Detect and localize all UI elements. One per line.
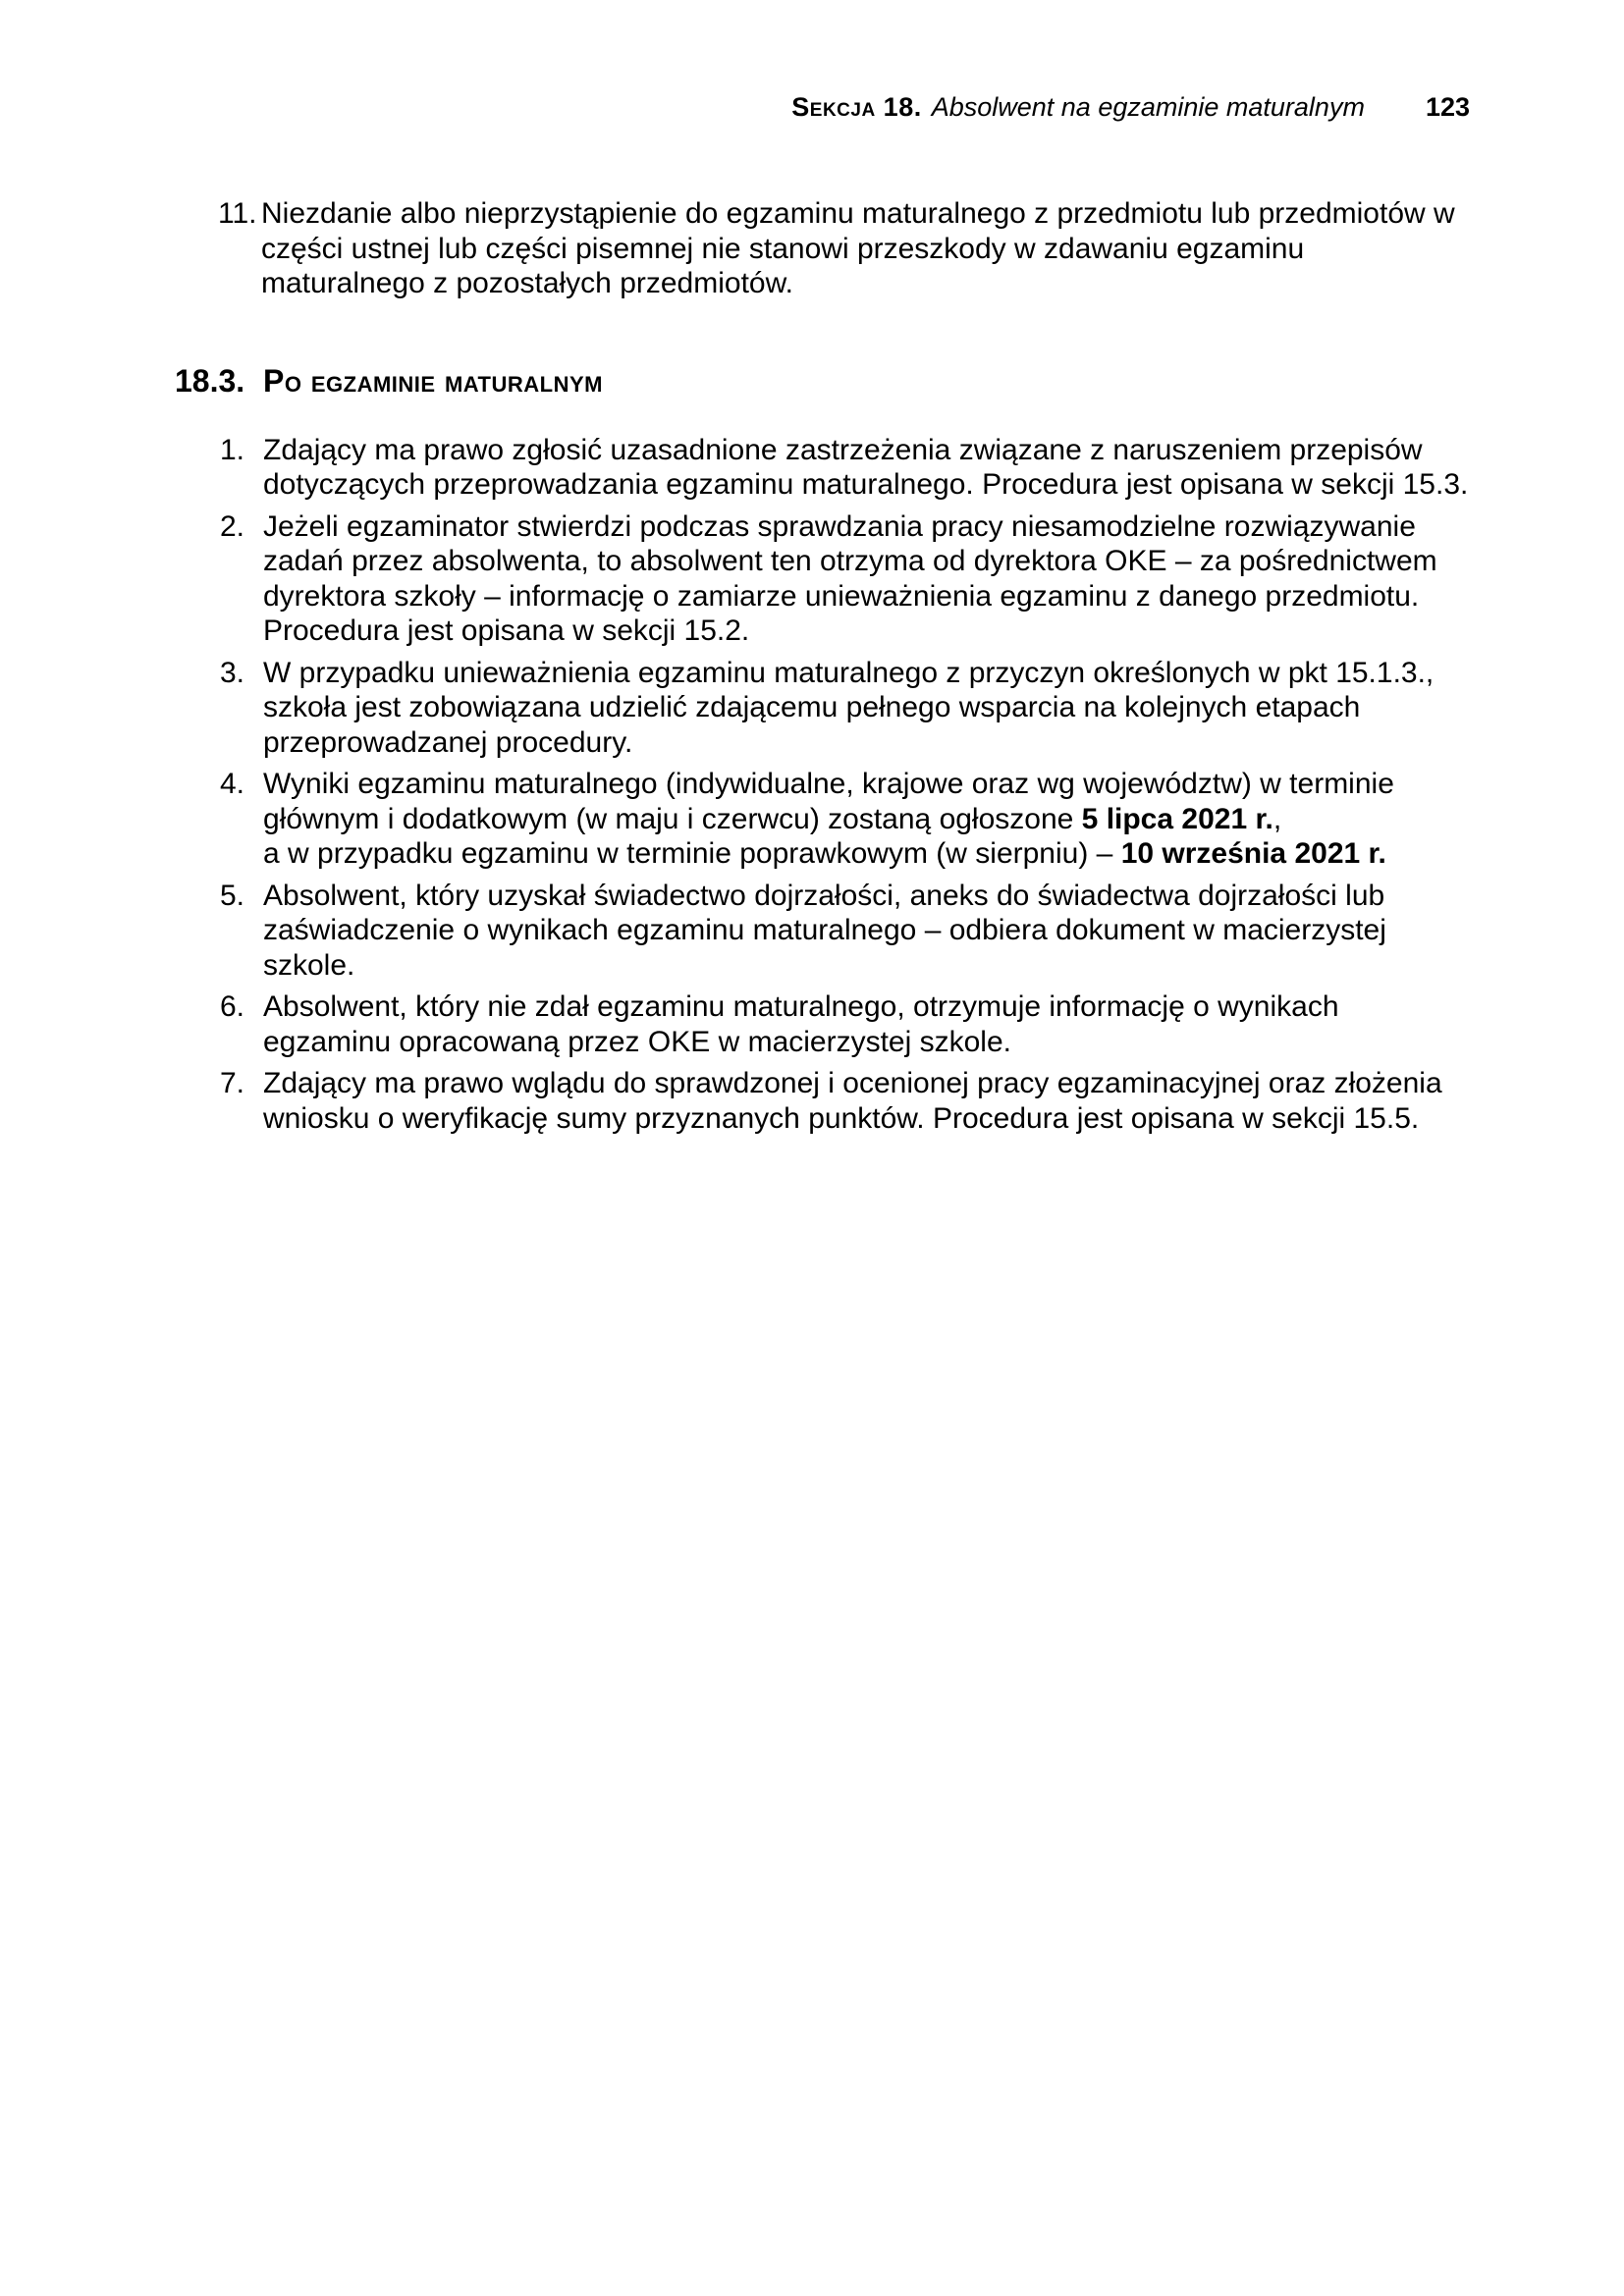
page-number: 123 <box>1425 92 1470 122</box>
page-header <box>175 92 1470 122</box>
list-item-2 <box>175 509 1473 649</box>
list-item-6 <box>175 989 1473 1059</box>
item-number: 6. <box>220 990 245 1023</box>
item-number: 3. <box>220 656 245 689</box>
item-text: Zdający ma prawo wglądu do sprawdzonej i ocenionej pracy egzaminacyjnej oraz złożenia wniosku o weryfikację sumy przyznanych punktów. Procedura jest opisana w sekcji 15.5. <box>263 1067 1442 1135</box>
list-item-1 <box>175 433 1473 503</box>
item-text: Niezdanie albo nieprzystąpienie do egzaminu maturalnego z przedmiotu lub przedmiotów w części ustnej lub części pisemnej nie stanowi przeszkody w zdawaniu egzaminu maturalnego z pozostałych przedmiotów. <box>261 197 1455 299</box>
list-item-4 <box>175 767 1473 872</box>
section-heading-title: Po egzaminie maturalnym <box>263 362 603 399</box>
item-text: W przypadku unieważnienia egzaminu maturalnego z przyczyn określonych w pkt 15.1.3., szkoła jest zobowiązana udzielić zdającemu pełnego wsparcia na kolejnych etapach przeprowadzanej procedury. <box>263 656 1435 759</box>
item-text: Absolwent, który uzyskał świadectwo dojrzałości, aneks do świadectwa dojrzałości lub zaświadczenie o wynikach egzaminu maturalnego – odbiera dokument w macierzystej szkole. <box>263 879 1386 982</box>
item-text: Jeżeli egzaminator stwierdzi podczas sprawdzania pracy niesamodzielne rozwiązywanie zadań przez absolwenta, to absolwent ten otrzyma od dyrektora OKE – za pośrednictwem dyrektora szkoły – informację o zamiarze unieważnienia egzaminu z danego przedmiotu. Procedura jest opisana w sekcji 15.2. <box>263 509 1437 647</box>
item-text: Zdający ma prawo zgłosić uzasadnione zastrzeżenia związane z naruszeniem przepisów dotyczących przeprowadzania egzaminu maturalnego. Procedura jest opisana w sekcji 15.3. <box>263 433 1469 501</box>
header-section-title: Absolwent na egzaminie maturalnym <box>931 92 1365 122</box>
item-text: Absolwent, który nie zdał egzaminu maturalnego, otrzymuje informację o wynikach egzaminu opracowaną przez OKE w macierzystej szkole. <box>263 990 1339 1058</box>
item-number: 11. <box>218 197 257 230</box>
item-number: 4. <box>220 768 245 800</box>
item-text-run: a w przypadku egzaminu w terminie poprawkowym (w sierpniu) – <box>263 837 1121 870</box>
item-number: 5. <box>220 879 245 912</box>
item-number: 7. <box>220 1067 245 1099</box>
section-heading <box>175 363 1473 399</box>
list-item-11 <box>175 196 1473 301</box>
item-bold-date-2: 10 września 2021 r. <box>1120 837 1386 870</box>
item-text-run: Wyniki egzaminu maturalnego (indywidualne, krajowe oraz wg województw) w terminie głównym i dodatkowym (w maju i czerwcu) zostaną ogłoszone <box>263 768 1394 835</box>
item-number: 2. <box>220 509 245 543</box>
page-content <box>175 196 1473 1143</box>
numbered-list <box>175 433 1473 1137</box>
list-item-7 <box>175 1066 1473 1136</box>
list-item-5 <box>175 879 1473 984</box>
item-bold-date-1: 5 lipca 2021 r. <box>1081 802 1273 835</box>
list-item-3 <box>175 656 1473 761</box>
item-number: 1. <box>220 433 245 466</box>
item-text <box>263 767 1473 872</box>
header-section-label: Sekcja 18. <box>791 92 922 122</box>
item-text-run: , <box>1272 802 1282 835</box>
section-heading-number: 18.3. <box>175 362 245 399</box>
